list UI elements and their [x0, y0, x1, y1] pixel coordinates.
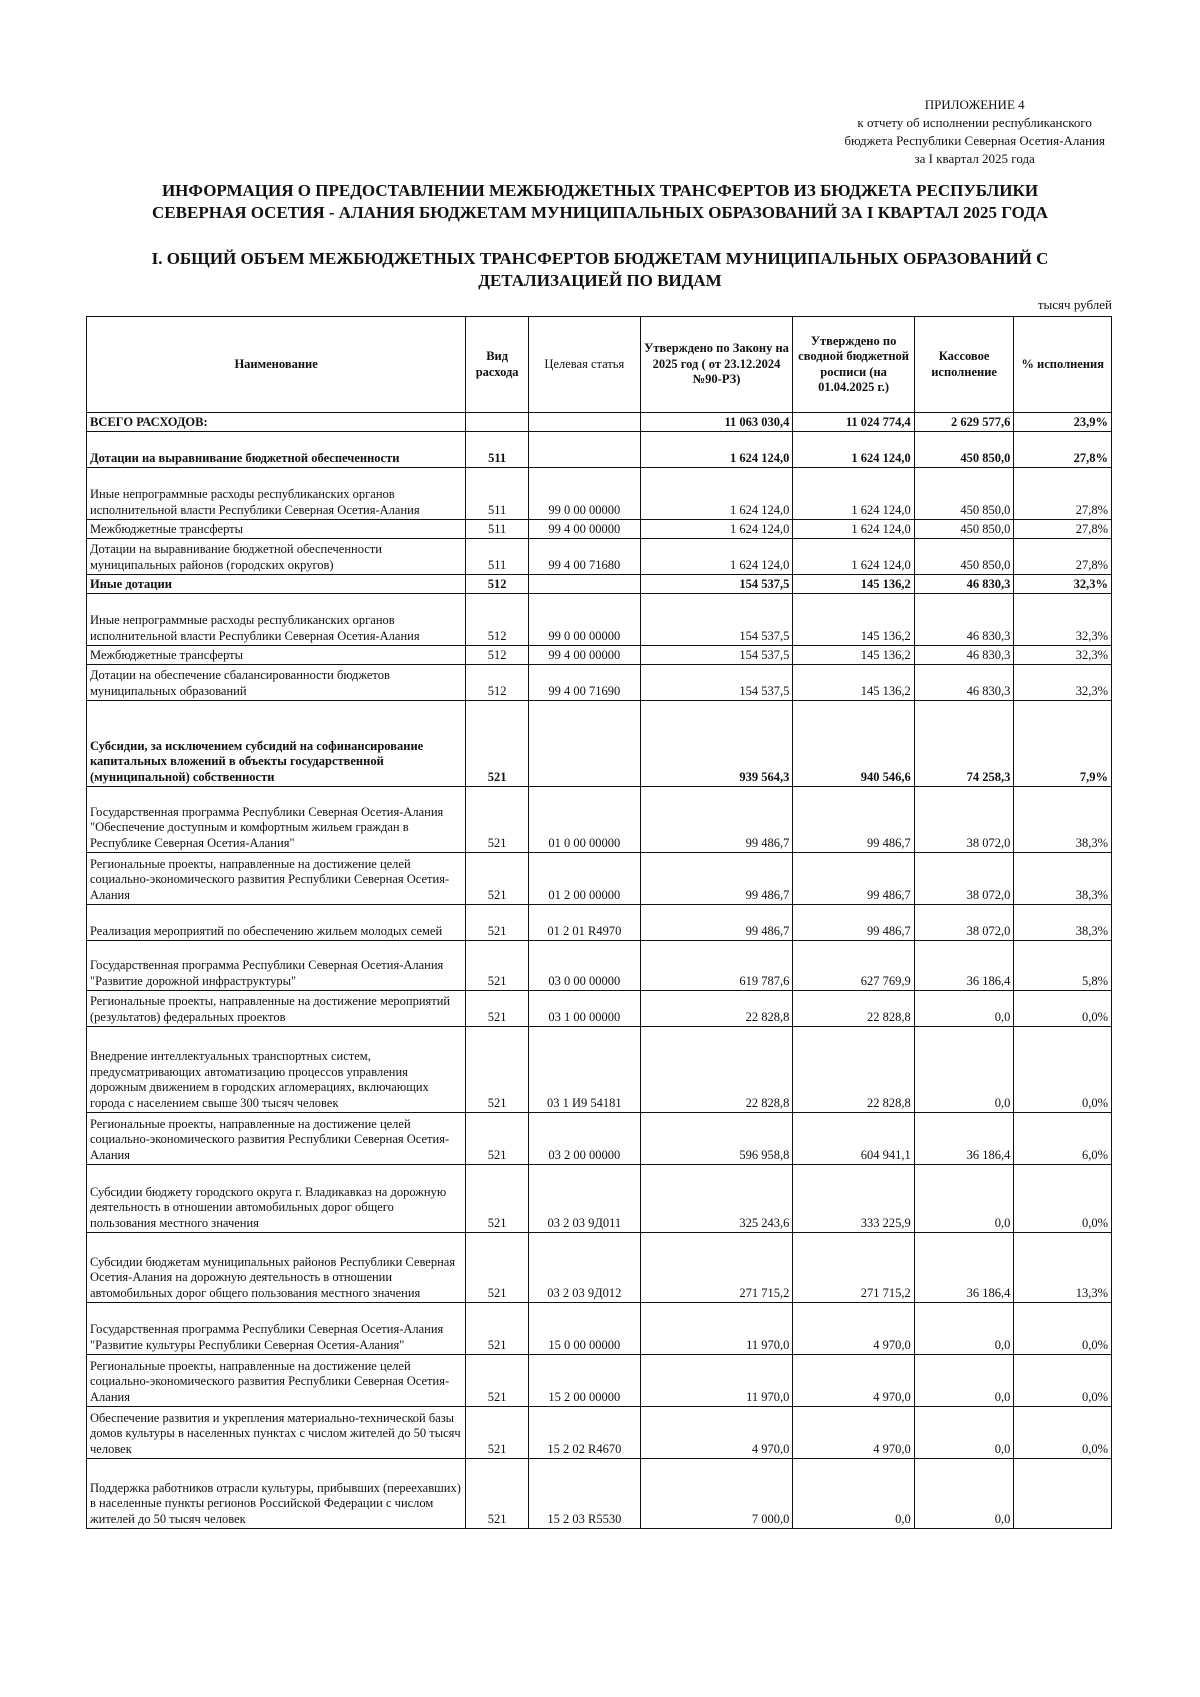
row-vid: 512: [466, 646, 529, 665]
row-name: Дотации на выравнивание бюджетной обеспеченности муниципальных районов (городских округов): [87, 539, 466, 575]
title-line: ИНФОРМАЦИЯ О ПРЕДОСТАВЛЕНИИ МЕЖБЮДЖЕТНЫХ ТРАНСФЕРТОВ ИЗ БЮДЖЕТА РЕСПУБЛИКИ: [161, 181, 1039, 200]
row-cash: 0,0: [914, 1027, 1014, 1113]
table-row: [87, 594, 1112, 646]
row-vid: 521: [466, 905, 529, 941]
table-row: [87, 413, 1112, 432]
table-row: [87, 432, 1112, 468]
row-target: 99 0 00 00000: [529, 594, 641, 646]
row-roll: 11 024 774,4: [793, 413, 914, 432]
row-cash: 450 850,0: [914, 539, 1014, 575]
row-vid: 512: [466, 594, 529, 646]
row-cash: 38 072,0: [914, 853, 1014, 905]
row-vid: 521: [466, 1407, 529, 1459]
row-target: 01 0 00 00000: [529, 787, 641, 853]
row-target: 01 2 00 00000: [529, 853, 641, 905]
row-pct: 13,3%: [1014, 1233, 1112, 1303]
row-cash: 450 850,0: [914, 468, 1014, 520]
row-name: Региональные проекты, направленные на достижение целей социально-экономического развития Республики Северная Осетия-Алания: [87, 1113, 466, 1165]
row-name: Реализация мероприятий по обеспечению жильем молодых семей: [87, 905, 466, 941]
row-vid: 521: [466, 1233, 529, 1303]
row-roll: 99 486,7: [793, 787, 914, 853]
row-target: 99 4 00 71690: [529, 665, 641, 701]
row-pct: 27,8%: [1014, 520, 1112, 539]
row-roll: 99 486,7: [793, 853, 914, 905]
section-title: [80, 248, 1120, 292]
table-row: [87, 1355, 1112, 1407]
row-name: Государственная программа Республики Северная Осетия-Алания "Развитие культуры Республики Северная Осетия-Алания": [87, 1303, 466, 1355]
row-vid: [466, 413, 529, 432]
row-roll: 271 715,2: [793, 1233, 914, 1303]
appendix-line: к отчету об исполнении республиканского: [857, 115, 1092, 130]
table-row: [87, 991, 1112, 1027]
row-cash: 0,0: [914, 1303, 1014, 1355]
row-cash: 0,0: [914, 1407, 1014, 1459]
header-name: Наименование: [87, 317, 466, 413]
row-law: 154 537,5: [640, 575, 793, 594]
row-name: Субсидии бюджету городского округа г. Владикавказ на дорожную деятельность в отношении автомобильных дорог общего пользования местного значения: [87, 1165, 466, 1233]
row-target: 99 0 00 00000: [529, 468, 641, 520]
row-vid: 511: [466, 468, 529, 520]
row-name: Межбюджетные трансферты: [87, 520, 466, 539]
row-target: 99 4 00 00000: [529, 646, 641, 665]
row-target: 15 0 00 00000: [529, 1303, 641, 1355]
row-target: [529, 701, 641, 787]
row-cash: 36 186,4: [914, 1113, 1014, 1165]
header-cash: Кассовое исполнение: [914, 317, 1014, 413]
row-law: 4 970,0: [640, 1407, 793, 1459]
row-law: 7 000,0: [640, 1459, 793, 1529]
row-vid: 521: [466, 787, 529, 853]
table-row: [87, 665, 1112, 701]
row-target: 15 2 02 R4670: [529, 1407, 641, 1459]
row-cash: 36 186,4: [914, 1233, 1014, 1303]
table-row: [87, 468, 1112, 520]
row-pct: [1014, 1459, 1112, 1529]
row-law: 619 787,6: [640, 941, 793, 991]
row-target: 03 2 00 00000: [529, 1113, 641, 1165]
row-name: Региональные проекты, направленные на достижение мероприятий (результатов) федеральных проектов: [87, 991, 466, 1027]
row-pct: 0,0%: [1014, 991, 1112, 1027]
table-row: [87, 701, 1112, 787]
row-pct: 0,0%: [1014, 1303, 1112, 1355]
row-law: 325 243,6: [640, 1165, 793, 1233]
row-name: Иные дотации: [87, 575, 466, 594]
row-pct: 23,9%: [1014, 413, 1112, 432]
header-roll: Утверждено по сводной бюджетной росписи (на 01.04.2025 г.): [793, 317, 914, 413]
row-pct: 5,8%: [1014, 941, 1112, 991]
table-row: [87, 1303, 1112, 1355]
row-name: Региональные проекты, направленные на достижение целей социально-экономического развития Республики Северная Осетия-Алания: [87, 853, 466, 905]
row-vid: 521: [466, 1459, 529, 1529]
row-law: 1 624 124,0: [640, 520, 793, 539]
row-roll: 4 970,0: [793, 1355, 914, 1407]
row-name: Иные непрограммные расходы республиканских органов исполнительной власти Республики Северная Осетия-Алания: [87, 468, 466, 520]
row-roll: 4 970,0: [793, 1303, 914, 1355]
table-row: [87, 1113, 1112, 1165]
row-vid: 521: [466, 1165, 529, 1233]
row-cash: 46 830,3: [914, 665, 1014, 701]
row-name: Субсидии бюджетам муниципальных районов Республики Северная Осетия-Алания на дорожную деятельность в отношении автомобильных дорог общего пользования местного значения: [87, 1233, 466, 1303]
row-target: [529, 575, 641, 594]
row-target: 99 4 00 71680: [529, 539, 641, 575]
row-law: 596 958,8: [640, 1113, 793, 1165]
table-row: [87, 905, 1112, 941]
row-cash: 0,0: [914, 1459, 1014, 1529]
table-row: [87, 941, 1112, 991]
row-target: 01 2 01 R4970: [529, 905, 641, 941]
appendix-line: за I квартал 2025 года: [914, 151, 1035, 166]
row-name: Поддержка работников отрасли культуры, прибывших (переехавших) в населенные пункты регионов Российской Федерации с числом жителей до 50 тысяч человек: [87, 1459, 466, 1529]
row-target: 03 0 00 00000: [529, 941, 641, 991]
row-name: Государственная программа Республики Северная Осетия-Алания "Развитие дорожной инфраструктуры": [87, 941, 466, 991]
header-target: Целевая статья: [529, 317, 641, 413]
row-law: 154 537,5: [640, 594, 793, 646]
appendix-header: [844, 96, 1105, 168]
row-pct: 27,8%: [1014, 468, 1112, 520]
row-vid: 521: [466, 941, 529, 991]
row-law: 99 486,7: [640, 787, 793, 853]
table-row: [87, 853, 1112, 905]
table-row: [87, 520, 1112, 539]
row-roll: 22 828,8: [793, 991, 914, 1027]
transfers-table: [86, 316, 1112, 1529]
row-roll: 604 941,1: [793, 1113, 914, 1165]
row-roll: 1 624 124,0: [793, 539, 914, 575]
row-vid: 521: [466, 991, 529, 1027]
row-name: Межбюджетные трансферты: [87, 646, 466, 665]
table-row: [87, 1233, 1112, 1303]
row-pct: 38,3%: [1014, 853, 1112, 905]
row-cash: 46 830,3: [914, 646, 1014, 665]
table-row: [87, 1459, 1112, 1529]
table-header-row: [87, 317, 1112, 413]
row-target: [529, 413, 641, 432]
row-pct: 7,9%: [1014, 701, 1112, 787]
row-pct: 32,3%: [1014, 665, 1112, 701]
row-cash: 0,0: [914, 1165, 1014, 1233]
row-cash: 0,0: [914, 991, 1014, 1027]
row-name: ВСЕГО РАСХОДОВ:: [87, 413, 466, 432]
row-law: 11 063 030,4: [640, 413, 793, 432]
appendix-number: ПРИЛОЖЕНИЕ 4: [924, 97, 1025, 112]
table-row: [87, 1165, 1112, 1233]
row-target: [529, 432, 641, 468]
row-law: 939 564,3: [640, 701, 793, 787]
row-roll: 145 136,2: [793, 575, 914, 594]
row-pct: 27,8%: [1014, 539, 1112, 575]
document-title: [80, 180, 1120, 224]
row-roll: 145 136,2: [793, 665, 914, 701]
row-target: 03 2 03 9Д012: [529, 1233, 641, 1303]
row-target: 15 2 03 R5530: [529, 1459, 641, 1529]
row-pct: 32,3%: [1014, 646, 1112, 665]
row-law: 271 715,2: [640, 1233, 793, 1303]
row-pct: 0,0%: [1014, 1355, 1112, 1407]
row-cash: 36 186,4: [914, 941, 1014, 991]
header-law: Утверждено по Закону на 2025 год ( от 23.12.2024 №90-РЗ): [640, 317, 793, 413]
row-vid: 511: [466, 520, 529, 539]
section-title-line: I. ОБЩИЙ ОБЪЕМ МЕЖБЮДЖЕТНЫХ ТРАНСФЕРТОВ БЮДЖЕТАМ МУНИЦИПАЛЬНЫХ ОБРАЗОВАНИЙ С: [151, 249, 1049, 268]
row-target: 15 2 00 00000: [529, 1355, 641, 1407]
row-name: Внедрение интеллектуальных транспортных систем, предусматривающих автоматизацию процессов управления дорожным движением в городских агломерациях, включающих города с населением свыше 300 тысяч человек: [87, 1027, 466, 1113]
row-law: 22 828,8: [640, 1027, 793, 1113]
row-law: 11 970,0: [640, 1303, 793, 1355]
row-vid: 512: [466, 575, 529, 594]
row-cash: 74 258,3: [914, 701, 1014, 787]
row-cash: 38 072,0: [914, 787, 1014, 853]
row-roll: 1 624 124,0: [793, 520, 914, 539]
row-roll: 99 486,7: [793, 905, 914, 941]
table-row: [87, 539, 1112, 575]
row-law: 99 486,7: [640, 905, 793, 941]
row-law: 1 624 124,0: [640, 468, 793, 520]
appendix-line: бюджета Республики Северная Осетия-Алания: [844, 133, 1105, 148]
row-vid: 521: [466, 1303, 529, 1355]
row-pct: 32,3%: [1014, 594, 1112, 646]
row-name: Субсидии, за исключением субсидий на софинансирование капитальных вложений в объекты государственной (муниципальной) собственности: [87, 701, 466, 787]
row-pct: 32,3%: [1014, 575, 1112, 594]
table-row: [87, 575, 1112, 594]
row-cash: 2 629 577,6: [914, 413, 1014, 432]
row-name: Обеспечение развития и укрепления материально-технической базы домов культуры в населенных пунктах с числом жителей до 50 тысяч человек: [87, 1407, 466, 1459]
row-vid: 521: [466, 701, 529, 787]
row-pct: 38,3%: [1014, 787, 1112, 853]
row-name: Дотации на выравнивание бюджетной обеспеченности: [87, 432, 466, 468]
row-law: 1 624 124,0: [640, 539, 793, 575]
row-cash: 0,0: [914, 1355, 1014, 1407]
row-pct: 0,0%: [1014, 1027, 1112, 1113]
table-row: [87, 787, 1112, 853]
row-pct: 27,8%: [1014, 432, 1112, 468]
row-roll: 145 136,2: [793, 594, 914, 646]
row-vid: 512: [466, 665, 529, 701]
row-cash: 38 072,0: [914, 905, 1014, 941]
table-row: [87, 646, 1112, 665]
row-cash: 450 850,0: [914, 432, 1014, 468]
row-roll: 1 624 124,0: [793, 468, 914, 520]
row-vid: 511: [466, 539, 529, 575]
row-roll: 4 970,0: [793, 1407, 914, 1459]
row-cash: 46 830,3: [914, 594, 1014, 646]
row-pct: 0,0%: [1014, 1407, 1112, 1459]
row-name: Дотации на обеспечение сбалансированности бюджетов муниципальных образований: [87, 665, 466, 701]
row-law: 154 537,5: [640, 665, 793, 701]
units-label: тысяч рублей: [1037, 297, 1112, 312]
row-law: 22 828,8: [640, 991, 793, 1027]
row-pct: 38,3%: [1014, 905, 1112, 941]
row-law: 11 970,0: [640, 1355, 793, 1407]
row-name: Государственная программа Республики Северная Осетия-Алания "Обеспечение доступным и комфортным жильем граждан в Республике Северная Осетия-Алания": [87, 787, 466, 853]
title-line: СЕВЕРНАЯ ОСЕТИЯ - АЛАНИЯ БЮДЖЕТАМ МУНИЦИПАЛЬНЫХ ОБРАЗОВАНИЙ ЗА I КВАРТАЛ 2025 ГОДА: [152, 203, 1048, 222]
row-vid: 521: [466, 1355, 529, 1407]
row-roll: 1 624 124,0: [793, 432, 914, 468]
row-cash: 46 830,3: [914, 575, 1014, 594]
row-law: 154 537,5: [640, 646, 793, 665]
row-vid: 511: [466, 432, 529, 468]
row-name: Региональные проекты, направленные на достижение целей социально-экономического развития Республики Северная Осетия-Алания: [87, 1355, 466, 1407]
row-roll: 145 136,2: [793, 646, 914, 665]
row-target: 03 2 03 9Д011: [529, 1165, 641, 1233]
row-roll: 333 225,9: [793, 1165, 914, 1233]
section-title-line: ДЕТАЛИЗАЦИЕЙ ПО ВИДАМ: [478, 271, 722, 290]
row-roll: 627 769,9: [793, 941, 914, 991]
table-row: [87, 1027, 1112, 1113]
row-roll: 22 828,8: [793, 1027, 914, 1113]
header-pct: % исполнения: [1014, 317, 1112, 413]
table-body: [87, 413, 1112, 1529]
row-law: 1 624 124,0: [640, 432, 793, 468]
row-cash: 450 850,0: [914, 520, 1014, 539]
row-vid: 521: [466, 853, 529, 905]
row-roll: 940 546,6: [793, 701, 914, 787]
table-row: [87, 1407, 1112, 1459]
row-target: 99 4 00 00000: [529, 520, 641, 539]
row-target: 03 1 00 00000: [529, 991, 641, 1027]
row-target: 03 1 И9 54181: [529, 1027, 641, 1113]
row-name: Иные непрограммные расходы республиканских органов исполнительной власти Республики Северная Осетия-Алания: [87, 594, 466, 646]
row-vid: 521: [466, 1027, 529, 1113]
row-pct: 6,0%: [1014, 1113, 1112, 1165]
row-law: 99 486,7: [640, 853, 793, 905]
row-roll: 0,0: [793, 1459, 914, 1529]
row-pct: 0,0%: [1014, 1165, 1112, 1233]
header-vid: Вид расхода: [466, 317, 529, 413]
row-vid: 521: [466, 1113, 529, 1165]
